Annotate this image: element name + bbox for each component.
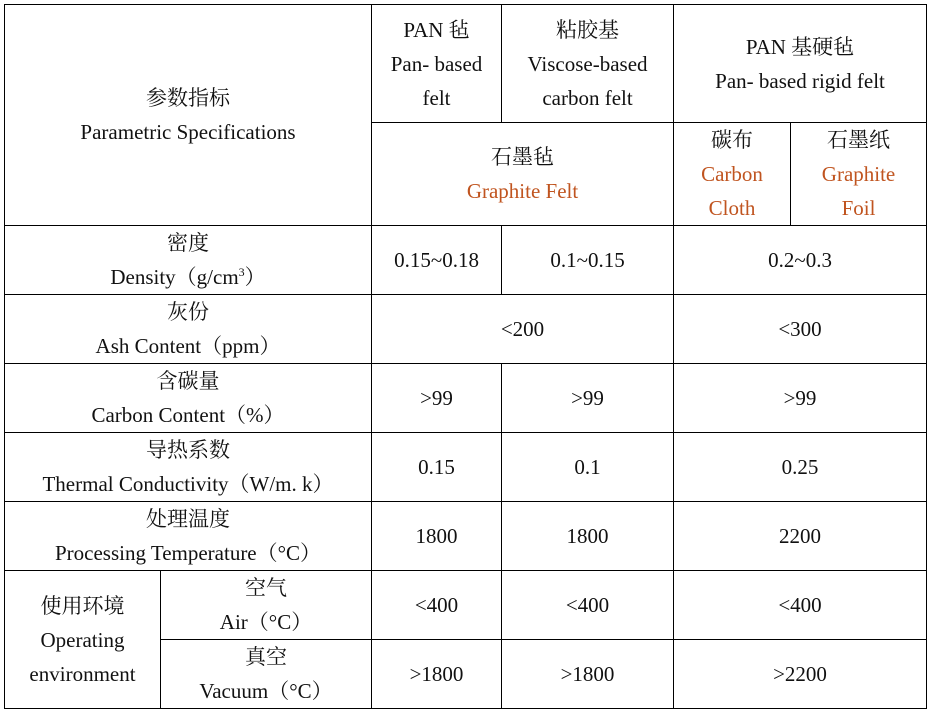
table-row <box>5 571 927 640</box>
table-row <box>5 226 927 295</box>
carbon-cloth-en-1: Carbon <box>701 162 763 186</box>
param-header-en: Parametric Specifications <box>80 120 296 144</box>
row-label-en: Air（°C） <box>219 610 313 634</box>
viscose-en-1: Viscose-based <box>527 51 648 76</box>
table-row <box>5 433 927 502</box>
graphite-foil-cn: 石墨纸 <box>827 128 891 152</box>
operating-cn: 使用环境 <box>40 593 125 618</box>
row-label-cn: 空气 <box>245 576 287 600</box>
row-label-en: Processing Temperature（°C） <box>54 541 322 565</box>
value-cell: <400 <box>372 571 502 640</box>
row-label-en: Thermal Conductivity（W/m. k） <box>42 472 334 496</box>
carbon-cloth-header-cell <box>674 123 791 226</box>
viscose-header-cell <box>502 5 674 123</box>
row-label-cn: 真空 <box>245 645 287 669</box>
table-row <box>5 295 927 364</box>
row-label-en: Ash Content（ppm） <box>95 334 281 358</box>
operating-en-1: Operating <box>40 627 125 652</box>
pan-felt-en-2: felt <box>422 85 451 110</box>
value-cell: >1800 <box>502 640 674 709</box>
table-row <box>5 502 927 571</box>
row-label-cn: 灰份 <box>167 300 209 324</box>
carbon-cloth-cn: 碳布 <box>711 128 754 152</box>
value-cell: 1800 <box>502 502 674 571</box>
pan-rigid-cn: PAN 基硬毡 <box>745 34 855 59</box>
value-cell: 2200 <box>674 502 927 571</box>
row-label-cn: 导热系数 <box>146 438 230 462</box>
viscose-cn: 粘胶基 <box>556 17 620 42</box>
value-cell: 0.1 <box>502 433 674 502</box>
value-cell: >99 <box>372 364 502 433</box>
row-label-cn: 含碳量 <box>156 369 220 393</box>
spec-table <box>4 4 927 709</box>
row-label-air <box>161 571 372 640</box>
value-cell: 0.2~0.3 <box>674 226 927 295</box>
operating-env-label <box>5 571 161 709</box>
value-cell: >99 <box>502 364 674 433</box>
graphite-felt-header-cell <box>372 123 674 226</box>
header-row-1 <box>5 5 927 123</box>
pan-rigid-en: Pan- based rigid felt <box>715 68 885 93</box>
value-cell: 0.1~0.15 <box>502 226 674 295</box>
value-cell: <400 <box>502 571 674 640</box>
value-cell: 0.25 <box>674 433 927 502</box>
graphite-foil-header-cell <box>791 123 927 226</box>
value-cell: 0.15 <box>372 433 502 502</box>
carbon-cloth-en-2: Cloth <box>708 196 756 220</box>
graphite-felt-cn: 石墨毡 <box>491 145 555 169</box>
row-label-en: Vacuum（°C） <box>199 679 333 703</box>
param-header-cell <box>5 5 372 226</box>
row-label-density <box>5 226 372 295</box>
graphite-foil-en-2: Foil <box>841 196 876 220</box>
param-header-cn: 参数指标 <box>146 86 230 110</box>
row-label-vacuum <box>161 640 372 709</box>
row-label-cn: 密度 <box>167 231 209 255</box>
row-label-thermal <box>5 433 372 502</box>
value-cell: <200 <box>372 295 674 364</box>
value-cell: <400 <box>674 571 927 640</box>
table-row <box>5 364 927 433</box>
pan-felt-en-1: Pan- based <box>390 51 483 76</box>
row-label-processing <box>5 502 372 571</box>
graphite-foil-en-1: Graphite <box>821 162 896 186</box>
value-cell: >2200 <box>674 640 927 709</box>
pan-felt-cn: PAN 毡 <box>403 17 470 42</box>
row-label-ash <box>5 295 372 364</box>
viscose-en-2: carbon felt <box>542 85 633 110</box>
row-label-en: Carbon Content（%） <box>91 403 285 427</box>
row-label-cn: 处理温度 <box>146 507 230 531</box>
row-label-carbon <box>5 364 372 433</box>
row-label-en: $Density(g/cm^3)$ <box>110 265 266 289</box>
value-cell: >1800 <box>372 640 502 709</box>
value-cell: 1800 <box>372 502 502 571</box>
value-cell: 0.15~0.18 <box>372 226 502 295</box>
pan-felt-header-cell <box>372 5 502 123</box>
graphite-felt-en: Graphite Felt <box>466 179 579 203</box>
pan-rigid-header-cell <box>674 5 927 123</box>
superscript: 3 <box>238 265 245 279</box>
value-cell: >99 <box>674 364 927 433</box>
operating-en-2: environment <box>29 661 136 686</box>
value-cell: <300 <box>674 295 927 364</box>
